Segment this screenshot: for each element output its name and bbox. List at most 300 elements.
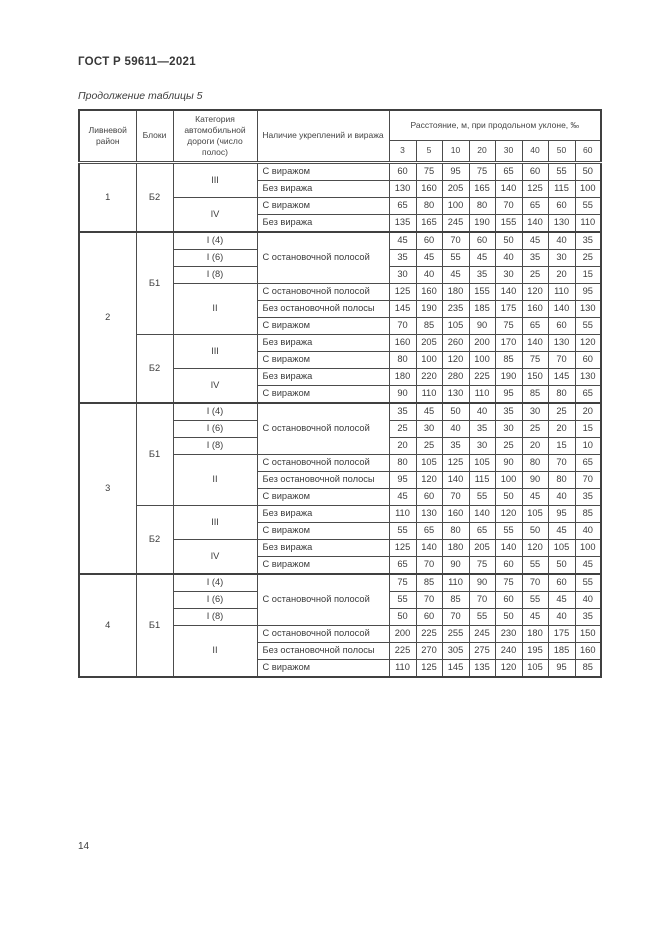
value-cell: 70 (442, 488, 469, 505)
value-cell: 195 (522, 642, 548, 659)
value-cell: 110 (389, 505, 416, 522)
block-cell: Б2 (136, 162, 173, 232)
value-cell: 55 (469, 488, 495, 505)
category-cell: I (8) (173, 608, 257, 625)
slope-header-cell: 5 (416, 140, 442, 162)
value-cell: 45 (522, 488, 548, 505)
value-cell: 30 (469, 437, 495, 454)
category-cell: I (4) (173, 232, 257, 250)
slope-header-cell: 40 (522, 140, 548, 162)
value-cell: 185 (469, 300, 495, 317)
condition-cell: С виражом (257, 351, 389, 368)
value-cell: 225 (416, 625, 442, 642)
value-cell: 130 (575, 368, 601, 385)
value-cell: 60 (575, 351, 601, 368)
value-cell: 110 (416, 385, 442, 403)
value-cell: 65 (469, 522, 495, 539)
value-cell: 60 (495, 556, 522, 574)
category-cell: II (173, 625, 257, 677)
category-cell: I (4) (173, 403, 257, 421)
value-cell: 60 (416, 488, 442, 505)
value-cell: 90 (495, 454, 522, 471)
value-cell: 45 (389, 232, 416, 250)
value-cell: 20 (548, 266, 575, 283)
condition-cell: Без виража (257, 334, 389, 351)
value-cell: 50 (389, 608, 416, 625)
category-cell: IV (173, 539, 257, 574)
value-cell: 75 (495, 317, 522, 334)
value-cell: 90 (389, 385, 416, 403)
value-cell: 115 (469, 471, 495, 488)
value-cell: 105 (548, 539, 575, 556)
value-cell: 225 (469, 368, 495, 385)
condition-cell: С остановочной полосой (257, 625, 389, 642)
condition-cell: Без виража (257, 180, 389, 197)
value-cell: 120 (495, 659, 522, 677)
table-row (79, 232, 601, 250)
value-cell: 30 (548, 249, 575, 266)
value-cell: 100 (442, 197, 469, 214)
value-cell: 55 (575, 317, 601, 334)
value-cell: 55 (442, 249, 469, 266)
value-cell: 50 (575, 162, 601, 180)
value-cell: 45 (416, 249, 442, 266)
condition-cell: Без остановочной полосы (257, 642, 389, 659)
value-cell: 140 (548, 300, 575, 317)
value-cell: 80 (416, 197, 442, 214)
category-cell: IV (173, 368, 257, 403)
value-cell: 235 (442, 300, 469, 317)
value-cell: 245 (442, 214, 469, 232)
value-cell: 60 (548, 197, 575, 214)
condition-cell: С виражом (257, 162, 389, 180)
value-cell: 170 (495, 334, 522, 351)
value-cell: 30 (416, 420, 442, 437)
category-cell: I (8) (173, 266, 257, 283)
condition-cell: С виражом (257, 317, 389, 334)
value-cell: 145 (389, 300, 416, 317)
category-cell: II (173, 283, 257, 334)
value-cell: 95 (495, 385, 522, 403)
value-cell: 25 (548, 403, 575, 421)
value-cell: 20 (548, 420, 575, 437)
value-cell: 65 (522, 197, 548, 214)
value-cell: 50 (442, 403, 469, 421)
value-cell: 100 (575, 539, 601, 556)
header-cell-distance: Расстояние, м, при продольном уклоне, ‰ (389, 110, 601, 140)
condition-cell: С виражом (257, 556, 389, 574)
value-cell: 55 (575, 197, 601, 214)
value-cell: 65 (495, 162, 522, 180)
value-cell: 125 (522, 180, 548, 197)
value-cell: 160 (416, 283, 442, 300)
value-cell: 75 (469, 162, 495, 180)
value-cell: 25 (575, 249, 601, 266)
value-cell: 270 (416, 642, 442, 659)
value-cell: 80 (389, 351, 416, 368)
condition-cell: С виражом (257, 488, 389, 505)
condition-cell: Без остановочной полосы (257, 471, 389, 488)
slope-header-cell: 20 (469, 140, 495, 162)
value-cell: 35 (389, 403, 416, 421)
value-cell: 35 (575, 608, 601, 625)
category-cell: I (6) (173, 591, 257, 608)
value-cell: 240 (495, 642, 522, 659)
value-cell: 50 (548, 556, 575, 574)
header-cell-conditions: Наличие укреплений и виража (257, 110, 389, 162)
header-cell-category: Категория автомобильной дороги (число полос) (173, 110, 257, 162)
value-cell: 25 (495, 437, 522, 454)
value-cell: 15 (575, 420, 601, 437)
value-cell: 55 (522, 556, 548, 574)
value-cell: 20 (389, 437, 416, 454)
value-cell: 80 (548, 471, 575, 488)
value-cell: 200 (469, 334, 495, 351)
value-cell: 105 (522, 505, 548, 522)
value-cell: 30 (495, 266, 522, 283)
value-cell: 30 (389, 266, 416, 283)
value-cell: 35 (495, 403, 522, 421)
value-cell: 110 (442, 574, 469, 592)
value-cell: 110 (389, 659, 416, 677)
value-cell: 130 (575, 300, 601, 317)
value-cell: 90 (522, 471, 548, 488)
condition-cell: С остановочной полосой (257, 232, 389, 284)
condition-cell: Без виража (257, 368, 389, 385)
condition-cell: Без виража (257, 505, 389, 522)
table-row (79, 403, 601, 421)
value-cell: 50 (495, 608, 522, 625)
value-cell: 80 (389, 454, 416, 471)
value-cell: 130 (548, 214, 575, 232)
value-cell: 190 (495, 368, 522, 385)
district-cell: 2 (79, 232, 136, 403)
table-body (79, 162, 601, 677)
value-cell: 90 (442, 556, 469, 574)
value-cell: 65 (416, 522, 442, 539)
value-cell: 140 (495, 180, 522, 197)
value-cell: 35 (469, 420, 495, 437)
value-cell: 105 (442, 317, 469, 334)
slope-header-cell: 3 (389, 140, 416, 162)
value-cell: 60 (548, 317, 575, 334)
value-cell: 25 (522, 266, 548, 283)
value-cell: 160 (522, 300, 548, 317)
value-cell: 85 (575, 659, 601, 677)
value-cell: 25 (389, 420, 416, 437)
condition-cell: С остановочной полосой (257, 283, 389, 300)
condition-cell: С виражом (257, 659, 389, 677)
value-cell: 95 (575, 283, 601, 300)
value-cell: 180 (442, 283, 469, 300)
value-cell: 60 (389, 162, 416, 180)
value-cell: 160 (416, 180, 442, 197)
value-cell: 55 (522, 591, 548, 608)
condition-cell: Без остановочной полосы (257, 300, 389, 317)
value-cell: 65 (389, 197, 416, 214)
value-cell: 90 (469, 574, 495, 592)
value-cell: 35 (389, 249, 416, 266)
value-cell: 110 (548, 283, 575, 300)
slope-header-cell: 10 (442, 140, 469, 162)
value-cell: 65 (389, 556, 416, 574)
value-cell: 45 (522, 232, 548, 250)
value-cell: 140 (469, 505, 495, 522)
value-cell: 120 (416, 471, 442, 488)
value-cell: 45 (389, 488, 416, 505)
value-cell: 75 (469, 556, 495, 574)
value-cell: 100 (575, 180, 601, 197)
value-cell: 125 (416, 659, 442, 677)
value-cell: 130 (416, 505, 442, 522)
district-cell: 1 (79, 162, 136, 232)
value-cell: 30 (522, 403, 548, 421)
value-cell: 60 (548, 574, 575, 592)
value-cell: 180 (522, 625, 548, 642)
value-cell: 60 (522, 162, 548, 180)
value-cell: 55 (575, 574, 601, 592)
value-cell: 255 (442, 625, 469, 642)
header-row-main (79, 110, 601, 140)
value-cell: 55 (389, 591, 416, 608)
value-cell: 40 (469, 403, 495, 421)
value-cell: 10 (575, 437, 601, 454)
value-cell: 40 (575, 591, 601, 608)
value-cell: 75 (495, 574, 522, 592)
value-cell: 45 (548, 591, 575, 608)
distance-table (78, 109, 602, 678)
value-cell: 40 (548, 488, 575, 505)
condition-cell: С виражом (257, 197, 389, 214)
slope-header-cell: 50 (548, 140, 575, 162)
condition-cell: С остановочной полосой (257, 403, 389, 455)
table-caption: Продолжение таблицы 5 (78, 90, 203, 102)
value-cell: 65 (522, 317, 548, 334)
value-cell: 55 (389, 522, 416, 539)
category-cell: III (173, 162, 257, 197)
condition-cell: С виражом (257, 385, 389, 403)
value-cell: 200 (389, 625, 416, 642)
value-cell: 305 (442, 642, 469, 659)
value-cell: 260 (442, 334, 469, 351)
value-cell: 140 (495, 283, 522, 300)
value-cell: 100 (495, 471, 522, 488)
value-cell: 80 (442, 522, 469, 539)
value-cell: 125 (389, 283, 416, 300)
value-cell: 15 (548, 437, 575, 454)
block-cell: Б1 (136, 403, 173, 506)
value-cell: 45 (575, 556, 601, 574)
value-cell: 140 (442, 471, 469, 488)
table-row (79, 574, 601, 592)
value-cell: 140 (495, 539, 522, 556)
value-cell: 70 (495, 197, 522, 214)
category-cell: III (173, 334, 257, 368)
value-cell: 70 (548, 351, 575, 368)
value-cell: 140 (522, 214, 548, 232)
value-cell: 45 (522, 608, 548, 625)
block-cell: Б1 (136, 232, 173, 335)
district-cell: 4 (79, 574, 136, 677)
value-cell: 275 (469, 642, 495, 659)
category-cell: I (6) (173, 249, 257, 266)
value-cell: 145 (548, 368, 575, 385)
value-cell: 120 (575, 334, 601, 351)
value-cell: 205 (416, 334, 442, 351)
condition-cell: С виражом (257, 522, 389, 539)
value-cell: 35 (469, 266, 495, 283)
value-cell: 85 (522, 385, 548, 403)
block-cell: Б2 (136, 334, 173, 403)
value-cell: 190 (469, 214, 495, 232)
value-cell: 130 (548, 334, 575, 351)
value-cell: 70 (548, 454, 575, 471)
value-cell: 45 (548, 522, 575, 539)
table-row (79, 334, 601, 351)
slope-header-cell: 30 (495, 140, 522, 162)
value-cell: 35 (522, 249, 548, 266)
header-cell-district: Ливневой район (79, 110, 136, 162)
value-cell: 230 (495, 625, 522, 642)
value-cell: 205 (469, 539, 495, 556)
value-cell: 155 (495, 214, 522, 232)
value-cell: 80 (548, 385, 575, 403)
condition-cell: Без виража (257, 214, 389, 232)
value-cell: 75 (522, 351, 548, 368)
value-cell: 40 (548, 232, 575, 250)
value-cell: 60 (416, 608, 442, 625)
value-cell: 80 (522, 454, 548, 471)
table-header (79, 110, 601, 162)
value-cell: 190 (416, 300, 442, 317)
value-cell: 35 (575, 232, 601, 250)
slope-header-cell: 60 (575, 140, 601, 162)
value-cell: 140 (522, 334, 548, 351)
value-cell: 120 (442, 351, 469, 368)
category-cell: IV (173, 197, 257, 232)
value-cell: 105 (416, 454, 442, 471)
value-cell: 125 (389, 539, 416, 556)
value-cell: 70 (389, 317, 416, 334)
value-cell: 50 (522, 522, 548, 539)
value-cell: 220 (416, 368, 442, 385)
value-cell: 85 (416, 574, 442, 592)
value-cell: 50 (495, 232, 522, 250)
value-cell: 40 (575, 522, 601, 539)
value-cell: 40 (495, 249, 522, 266)
value-cell: 70 (442, 608, 469, 625)
header-cell-blocks: Блоки (136, 110, 173, 162)
value-cell: 185 (548, 642, 575, 659)
value-cell: 100 (469, 351, 495, 368)
table-row (79, 505, 601, 522)
value-cell: 145 (442, 659, 469, 677)
value-cell: 85 (416, 317, 442, 334)
value-cell: 55 (548, 162, 575, 180)
category-cell: III (173, 505, 257, 539)
value-cell: 40 (416, 266, 442, 283)
value-cell: 130 (442, 385, 469, 403)
value-cell: 95 (442, 162, 469, 180)
value-cell: 105 (522, 659, 548, 677)
value-cell: 160 (442, 505, 469, 522)
value-cell: 280 (442, 368, 469, 385)
value-cell: 110 (575, 214, 601, 232)
table-row (79, 162, 601, 180)
value-cell: 165 (416, 214, 442, 232)
value-cell: 25 (522, 420, 548, 437)
value-cell: 70 (522, 574, 548, 592)
value-cell: 55 (469, 608, 495, 625)
value-cell: 120 (495, 505, 522, 522)
value-cell: 180 (389, 368, 416, 385)
value-cell: 125 (442, 454, 469, 471)
category-cell: I (4) (173, 574, 257, 592)
block-cell: Б2 (136, 505, 173, 574)
block-cell: Б1 (136, 574, 173, 677)
condition-cell: Без виража (257, 539, 389, 556)
category-cell: II (173, 454, 257, 505)
value-cell: 160 (575, 642, 601, 659)
value-cell: 50 (495, 488, 522, 505)
value-cell: 60 (416, 232, 442, 250)
value-cell: 65 (575, 454, 601, 471)
value-cell: 25 (416, 437, 442, 454)
value-cell: 175 (495, 300, 522, 317)
value-cell: 70 (416, 591, 442, 608)
value-cell: 135 (389, 214, 416, 232)
value-cell: 70 (575, 471, 601, 488)
condition-cell: С остановочной полосой (257, 454, 389, 471)
value-cell: 45 (442, 266, 469, 283)
value-cell: 75 (416, 162, 442, 180)
value-cell: 160 (389, 334, 416, 351)
value-cell: 80 (469, 197, 495, 214)
value-cell: 85 (442, 591, 469, 608)
value-cell: 95 (548, 659, 575, 677)
value-cell: 40 (548, 608, 575, 625)
value-cell: 100 (416, 351, 442, 368)
value-cell: 30 (495, 420, 522, 437)
value-cell: 165 (469, 180, 495, 197)
value-cell: 20 (575, 403, 601, 421)
value-cell: 115 (548, 180, 575, 197)
value-cell: 15 (575, 266, 601, 283)
value-cell: 135 (469, 659, 495, 677)
value-cell: 130 (389, 180, 416, 197)
value-cell: 70 (469, 591, 495, 608)
value-cell: 205 (442, 180, 469, 197)
value-cell: 175 (548, 625, 575, 642)
value-cell: 60 (469, 232, 495, 250)
value-cell: 95 (548, 505, 575, 522)
value-cell: 245 (469, 625, 495, 642)
page-number: 14 (78, 841, 90, 852)
value-cell: 40 (442, 420, 469, 437)
value-cell: 150 (522, 368, 548, 385)
value-cell: 45 (416, 403, 442, 421)
value-cell: 95 (389, 471, 416, 488)
value-cell: 75 (389, 574, 416, 592)
value-cell: 35 (442, 437, 469, 454)
value-cell: 140 (416, 539, 442, 556)
value-cell: 35 (575, 488, 601, 505)
value-cell: 105 (469, 454, 495, 471)
value-cell: 85 (495, 351, 522, 368)
value-cell: 55 (495, 522, 522, 539)
value-cell: 65 (575, 385, 601, 403)
gost-doc-header: ГОСТ Р 59611—2021 (78, 56, 196, 68)
